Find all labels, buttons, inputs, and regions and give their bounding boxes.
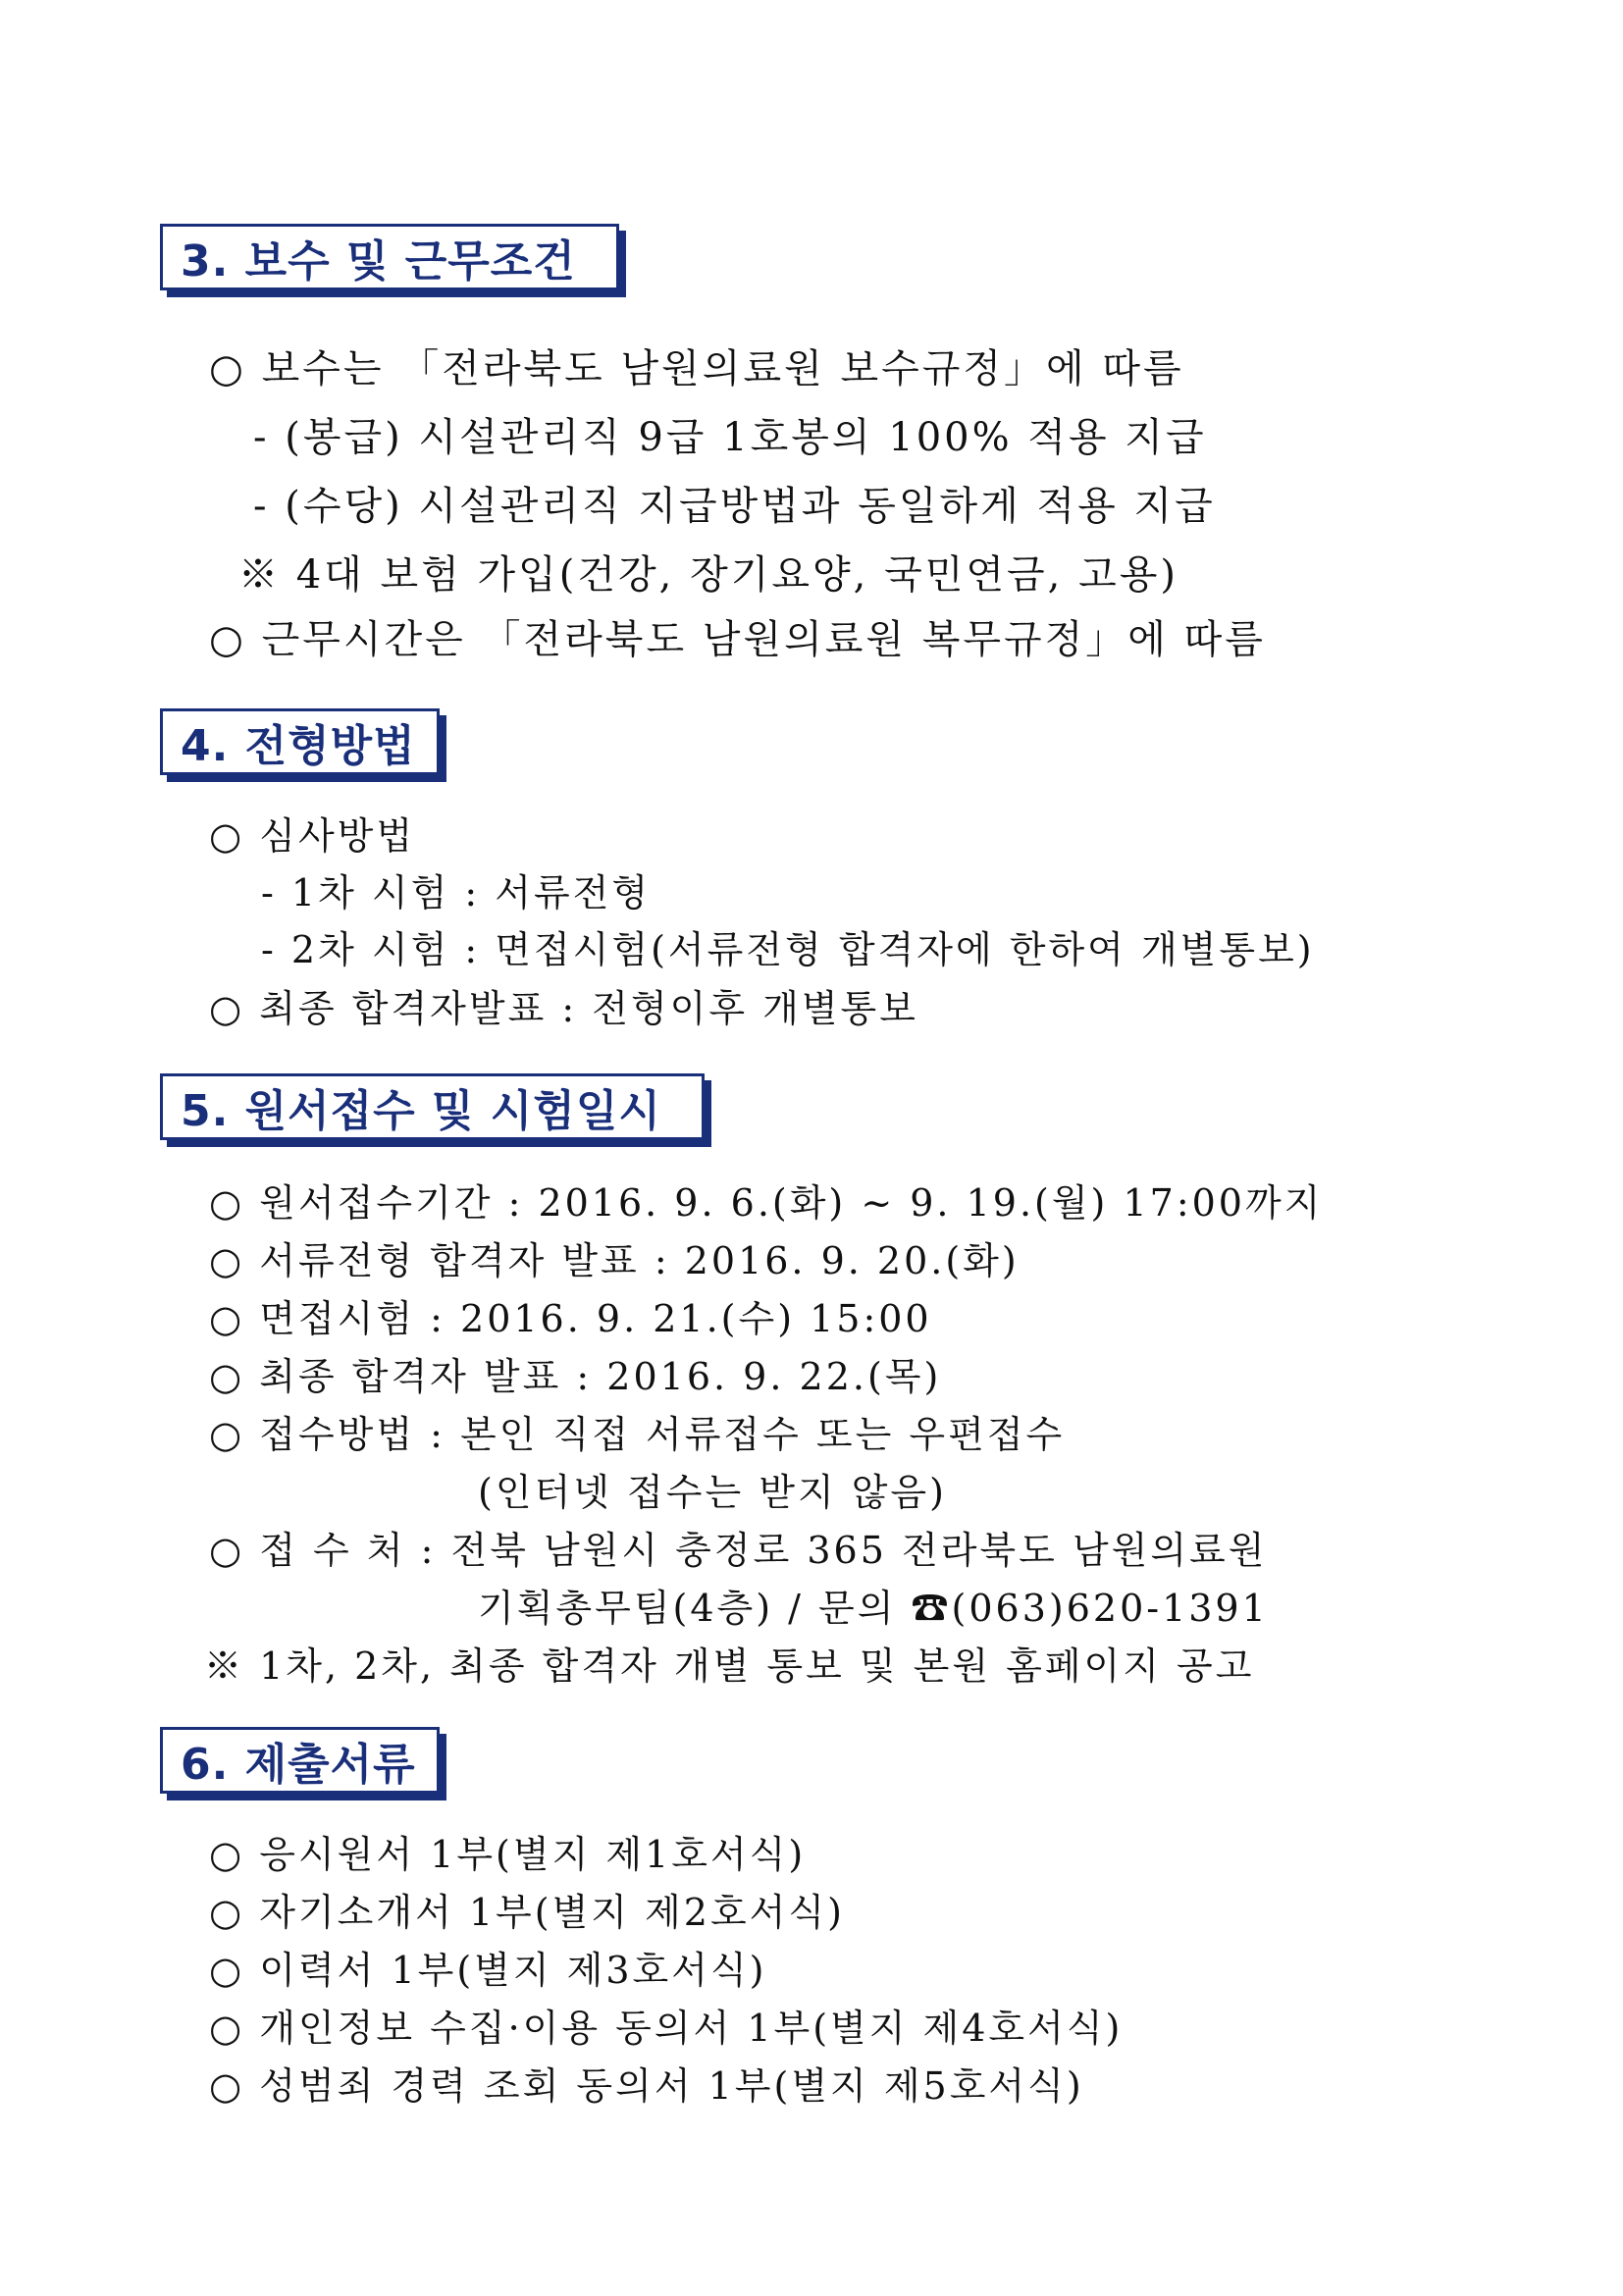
document-result-line: ○ 서류전형 합격자 발표 : 2016. 9. 20.(화)	[209, 1239, 1020, 1282]
interview-date-line: ○ 면접시험 : 2016. 9. 21.(수) 15:00	[209, 1297, 932, 1340]
final-result-line: ○ 최종 합격자 발표 : 2016. 9. 22.(목)	[209, 1355, 942, 1398]
submission-place-line: ○ 접 수 처 : 전북 남원시 충정로 365 전라북도 남원의료원	[209, 1529, 1268, 1572]
notification-note: ※ 1차, 2차, 최종 합격자 개별 통보 및 본원 홈페이지 공고	[204, 1644, 1255, 1688]
base-pay-line: - (봉급) 시설관리직 9급 1호봉의 100% 적용 지급	[253, 415, 1207, 460]
allowance-line: - (수당) 시설관리직 지급방법과 동일하게 적용 지급	[253, 484, 1216, 529]
final-announce-line: ○ 최종 합격자발표 : 전형이후 개별통보	[209, 987, 918, 1030]
section-heading-4: 4. 전형방법	[160, 708, 440, 775]
submission-place-detail: 기획총무팀(4층) / 문의 ☎(063)620-1391	[478, 1587, 1269, 1630]
insurance-note: ※ 4대 보험 가입(건강, 장기요양, 국민연금, 고용)	[238, 552, 1178, 598]
document-item-4: ○ 개인정보 수집·이용 동의서 1부(별지 제4호서식)	[209, 2007, 1124, 2050]
pay-rule-line: ○ 보수는 「전라북도 남원의료원 보수규정」에 따름	[209, 346, 1184, 391]
document-item-1: ○ 응시원서 1부(별지 제1호서식)	[209, 1833, 807, 1876]
document-item-5: ○ 성범죄 경력 조회 동의서 1부(별지 제5호서식)	[209, 2064, 1084, 2108]
first-test-line: - 1차 시험 : 서류전형	[261, 871, 652, 914]
document-item-2: ○ 자기소개서 1부(별지 제2호서식)	[209, 1891, 845, 1934]
work-hours-line: ○ 근무시간은 「전라북도 남원의료원 복무규정」에 따름	[209, 617, 1266, 662]
submission-method-line: ○ 접수방법 : 본인 직접 서류접수 또는 우편접수	[209, 1413, 1066, 1456]
application-period-line: ○ 원서접수기간 : 2016. 9. 6.(화) ~ 9. 19.(월) 17:00까지	[209, 1181, 1324, 1225]
submission-method-note: (인터넷 접수는 받지 않음)	[478, 1471, 947, 1514]
second-test-line: - 2차 시험 : 면접시험(서류전형 합격자에 한하여 개별통보)	[261, 928, 1315, 971]
section-heading-3: 3. 보수 및 근무조건	[160, 224, 619, 290]
document-item-3: ○ 이력서 1부(별지 제3호서식)	[209, 1949, 767, 1992]
section-heading-5: 5. 원서접수 및 시험일시	[160, 1073, 705, 1140]
review-method-line: ○ 심사방법	[209, 814, 416, 858]
section-heading-6: 6. 제출서류	[160, 1727, 440, 1794]
